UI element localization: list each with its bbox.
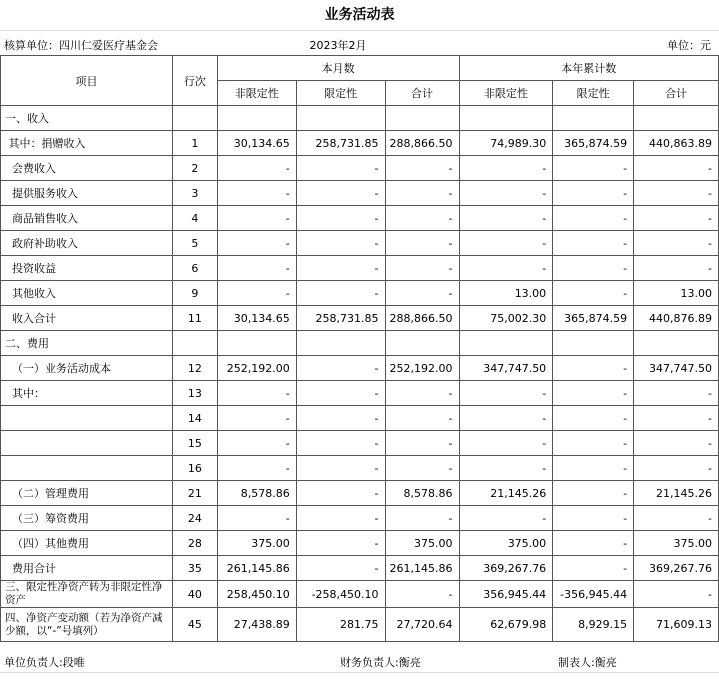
cell-m1: - (217, 206, 296, 231)
cell-y2: - (553, 431, 634, 456)
cell-y2: - (553, 406, 634, 431)
table-row (1, 331, 719, 356)
header-year-restricted: 限定性 (553, 81, 634, 106)
cell-y3: 71,609.13 (634, 608, 719, 642)
cell-m3: - (385, 456, 459, 481)
table-row (1, 556, 719, 581)
cell-m3: - (385, 156, 459, 181)
cell-m1: - (217, 256, 296, 281)
row-label: 提供服务收入 (1, 181, 173, 206)
header-item: 项目 (1, 56, 173, 106)
cell-y1: 369,267.76 (459, 556, 553, 581)
cell-y1: - (459, 231, 553, 256)
accounting-unit: 核算单位：四川仁爱医疗基金会 (4, 39, 158, 52)
cell-y3: - (634, 181, 719, 206)
row-line-number: 45 (173, 608, 218, 642)
cell-y1: 21,145.26 (459, 481, 553, 506)
cell-y3: - (634, 406, 719, 431)
cell-m2 (296, 106, 385, 131)
table-row (1, 131, 719, 156)
cell-m2: - (296, 356, 385, 381)
table-row (1, 608, 719, 642)
row-line-number: 11 (173, 306, 218, 331)
row-label: 收入合计 (1, 306, 173, 331)
row-line-number: 2 (173, 156, 218, 181)
cell-y2: 8,929.15 (553, 608, 634, 642)
header-month-restricted: 限定性 (296, 81, 385, 106)
cell-m2: - (296, 281, 385, 306)
cell-m3 (385, 331, 459, 356)
row-label: 会费收入 (1, 156, 173, 181)
header-year: 本年累计数 (459, 56, 718, 81)
cell-m2: - (296, 231, 385, 256)
table-row (1, 456, 719, 481)
cell-m3: - (385, 431, 459, 456)
cell-y1: - (459, 506, 553, 531)
row-line-number: 24 (173, 506, 218, 531)
cell-y1: 75,002.30 (459, 306, 553, 331)
row-label: （一）业务活动成本 (1, 356, 173, 381)
row-line-number: 13 (173, 381, 218, 406)
sheet-gridline (0, 672, 719, 673)
cell-m3: - (385, 181, 459, 206)
row-label: 其中： (1, 381, 173, 406)
cell-y2: - (553, 481, 634, 506)
row-line-number: 16 (173, 456, 218, 481)
cell-m2: - (296, 481, 385, 506)
header-line: 行次 (173, 56, 218, 106)
row-line-number: 12 (173, 356, 218, 381)
cell-m3: 375.00 (385, 531, 459, 556)
row-line-number: 3 (173, 181, 218, 206)
row-label: 二、费用 (1, 331, 173, 356)
cell-m1 (217, 331, 296, 356)
cell-m1: 375.00 (217, 531, 296, 556)
table-row (1, 156, 719, 181)
row-label (1, 406, 173, 431)
row-line-number: 14 (173, 406, 218, 431)
cell-y1: - (459, 156, 553, 181)
row-line-number: 15 (173, 431, 218, 456)
table-row (1, 481, 719, 506)
cell-m2: - (296, 431, 385, 456)
row-line-number: 4 (173, 206, 218, 231)
row-label: 商品销售收入 (1, 206, 173, 231)
cell-y3: - (634, 156, 719, 181)
cell-y1: - (459, 256, 553, 281)
cell-y1: 74,989.30 (459, 131, 553, 156)
cell-m2: - (296, 556, 385, 581)
cell-m2: - (296, 181, 385, 206)
cell-y3: - (634, 456, 719, 481)
table-row (1, 256, 719, 281)
cell-y3: 440,876.89 (634, 306, 719, 331)
header-year-unrestricted: 非限定性 (459, 81, 553, 106)
activity-table (0, 55, 719, 642)
cell-y1: - (459, 456, 553, 481)
header-row-1 (1, 56, 719, 81)
cell-m1: 258,450.10 (217, 581, 296, 608)
cell-m3: 27,720.64 (385, 608, 459, 642)
cell-m1: - (217, 281, 296, 306)
row-label: 四、净资产变动额（若为净资产减少额，以“-”号填列） (1, 608, 173, 642)
report-title: 业务活动表 (324, 7, 395, 23)
row-label (1, 431, 173, 456)
cell-y1: - (459, 431, 553, 456)
finance-head-signature: 财务负责人:衡亮 (340, 656, 421, 669)
row-label: （四）其他费用 (1, 531, 173, 556)
cell-y1: 13.00 (459, 281, 553, 306)
cell-y2: -356,945.44 (553, 581, 634, 608)
cell-m3: - (385, 206, 459, 231)
cell-m3: 8,578.86 (385, 481, 459, 506)
cell-m1: 30,134.65 (217, 131, 296, 156)
cell-m2: - (296, 531, 385, 556)
cell-m1: - (217, 381, 296, 406)
cell-m1 (217, 106, 296, 131)
table-row (1, 406, 719, 431)
preparer-signature: 制表人:衡亮 (558, 656, 617, 669)
cell-m1: - (217, 456, 296, 481)
header-month-unrestricted: 非限定性 (217, 81, 296, 106)
cell-m2: - (296, 406, 385, 431)
cell-y3 (634, 106, 719, 131)
cell-y3: - (634, 381, 719, 406)
table-row (1, 531, 719, 556)
cell-y2: - (553, 506, 634, 531)
cell-m3: - (385, 256, 459, 281)
cell-y1: 356,945.44 (459, 581, 553, 608)
cell-y1: - (459, 181, 553, 206)
cell-y1: 375.00 (459, 531, 553, 556)
cell-y2: - (553, 456, 634, 481)
cell-y3: - (634, 431, 719, 456)
cell-y1 (459, 331, 553, 356)
table-row (1, 181, 719, 206)
table-row (1, 231, 719, 256)
unit-head-signature: 单位负责人:段唯 (4, 656, 85, 669)
cell-y2 (553, 331, 634, 356)
header-year-total: 合计 (634, 81, 719, 106)
table-row (1, 206, 719, 231)
row-label: （二）管理费用 (1, 481, 173, 506)
cell-y1: - (459, 406, 553, 431)
row-label (1, 456, 173, 481)
row-line-number (173, 331, 218, 356)
cell-m1: 27,438.89 (217, 608, 296, 642)
row-label: 一、收入 (1, 106, 173, 131)
cell-m1: - (217, 181, 296, 206)
cell-y3: 347,747.50 (634, 356, 719, 381)
cell-y2: 365,874.59 (553, 131, 634, 156)
cell-y3: 21,145.26 (634, 481, 719, 506)
row-label: 其他收入 (1, 281, 173, 306)
cell-m3: 288,866.50 (385, 131, 459, 156)
row-line-number: 35 (173, 556, 218, 581)
cell-m3: - (385, 506, 459, 531)
cell-m3 (385, 106, 459, 131)
row-label: 其中：捐赠收入 (1, 131, 173, 156)
cell-y3: 13.00 (634, 281, 719, 306)
cell-m3: - (385, 381, 459, 406)
row-label: 政府补助收入 (1, 231, 173, 256)
cell-y1: - (459, 206, 553, 231)
cell-m2: - (296, 506, 385, 531)
cell-y2: - (553, 206, 634, 231)
cell-m2: - (296, 156, 385, 181)
cell-m1: - (217, 231, 296, 256)
cell-m1: 8,578.86 (217, 481, 296, 506)
report-period: 2023年2月 (309, 39, 367, 52)
cell-y1: 347,747.50 (459, 356, 553, 381)
cell-m2 (296, 331, 385, 356)
sheet-gridline (0, 30, 719, 31)
table-row (1, 281, 719, 306)
cell-y3 (634, 331, 719, 356)
cell-y2: - (553, 256, 634, 281)
cell-y2 (553, 106, 634, 131)
cell-m2: - (296, 381, 385, 406)
cell-m2: - (296, 456, 385, 481)
cell-y2: - (553, 281, 634, 306)
row-line-number (173, 106, 218, 131)
table-row (1, 506, 719, 531)
cell-y1: 62,679.98 (459, 608, 553, 642)
row-label: 三、限定性净资产转为非限定性净资产 (1, 581, 173, 608)
cell-y2: - (553, 356, 634, 381)
cell-m3: - (385, 231, 459, 256)
cell-y3: - (634, 206, 719, 231)
cell-y2: - (553, 556, 634, 581)
cell-m2: 258,731.85 (296, 131, 385, 156)
cell-m1: 30,134.65 (217, 306, 296, 331)
cell-m1: - (217, 156, 296, 181)
cell-m3: - (385, 406, 459, 431)
cell-y1: - (459, 381, 553, 406)
cell-y3: 375.00 (634, 531, 719, 556)
cell-m3: 261,145.86 (385, 556, 459, 581)
cell-m2: -258,450.10 (296, 581, 385, 608)
cell-m1: - (217, 406, 296, 431)
header-month-total: 合计 (385, 81, 459, 106)
row-line-number: 9 (173, 281, 218, 306)
cell-m1: 252,192.00 (217, 356, 296, 381)
row-line-number: 1 (173, 131, 218, 156)
cell-m1: - (217, 431, 296, 456)
cell-y2: - (553, 531, 634, 556)
cell-y2: - (553, 231, 634, 256)
table-row (1, 106, 719, 131)
cell-y2: - (553, 181, 634, 206)
row-line-number: 28 (173, 531, 218, 556)
cell-m3: - (385, 581, 459, 608)
cell-m2: - (296, 206, 385, 231)
header-month: 本月数 (217, 56, 459, 81)
row-label: 投资收益 (1, 256, 173, 281)
table-row (1, 431, 719, 456)
cell-y3: 369,267.76 (634, 556, 719, 581)
cell-m1: 261,145.86 (217, 556, 296, 581)
cell-y3: - (634, 581, 719, 608)
cell-y3: - (634, 506, 719, 531)
cell-m2: - (296, 256, 385, 281)
row-line-number: 21 (173, 481, 218, 506)
cell-m2: 281.75 (296, 608, 385, 642)
currency-unit: 单位：元 (667, 39, 711, 52)
cell-y2: - (553, 156, 634, 181)
cell-m2: 258,731.85 (296, 306, 385, 331)
table-row (1, 581, 719, 608)
cell-y1 (459, 106, 553, 131)
row-line-number: 6 (173, 256, 218, 281)
cell-y2: - (553, 381, 634, 406)
table-row (1, 306, 719, 331)
row-label: 费用合计 (1, 556, 173, 581)
cell-m3: 252,192.00 (385, 356, 459, 381)
row-label: （三）筹资费用 (1, 506, 173, 531)
cell-m3: 288,866.50 (385, 306, 459, 331)
cell-m1: - (217, 506, 296, 531)
row-line-number: 40 (173, 581, 218, 608)
cell-y2: 365,874.59 (553, 306, 634, 331)
cell-m3: - (385, 281, 459, 306)
table-row (1, 381, 719, 406)
table-row (1, 356, 719, 381)
row-line-number: 5 (173, 231, 218, 256)
cell-y3: - (634, 256, 719, 281)
cell-y3: 440,863.89 (634, 131, 719, 156)
cell-y3: - (634, 231, 719, 256)
